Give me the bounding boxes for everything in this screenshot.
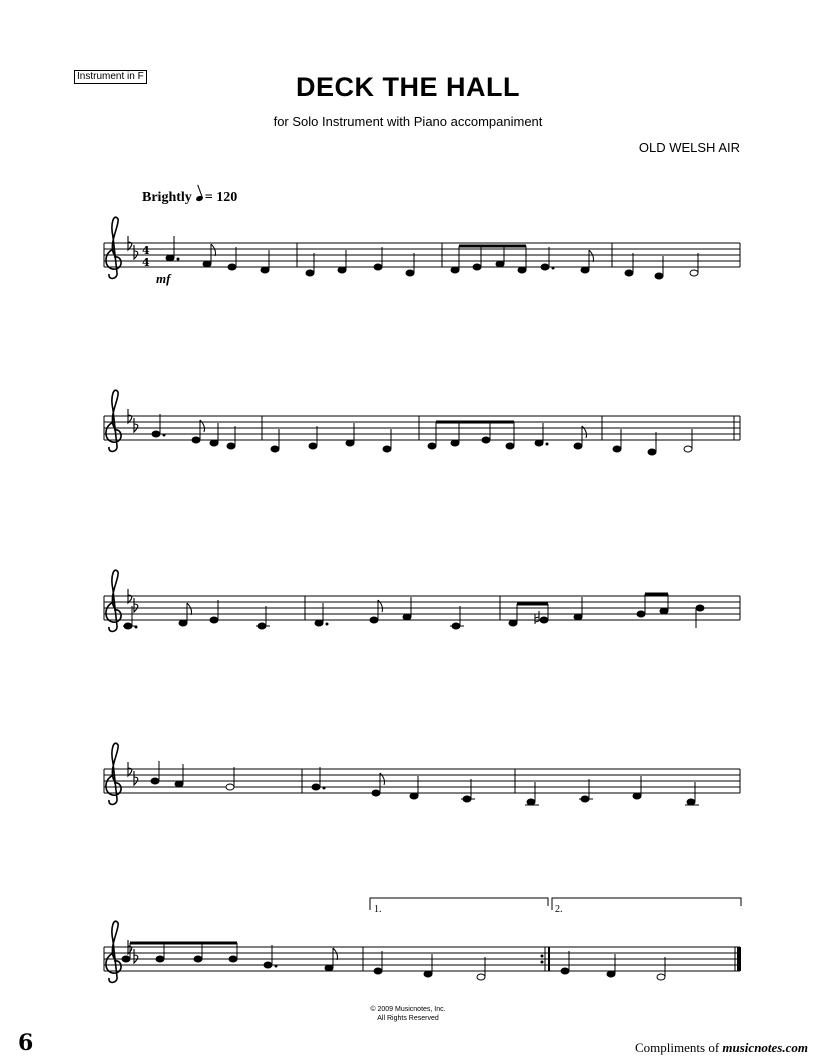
staff-4	[104, 743, 740, 805]
staff-1	[104, 217, 740, 286]
staff-3	[104, 570, 740, 631]
first-ending-label: 1.	[374, 904, 382, 915]
tempo-word: Brightly	[142, 190, 192, 205]
compliments-credit	[635, 1040, 808, 1056]
tempo-value: = 120	[204, 190, 238, 205]
staff-5	[104, 898, 741, 982]
staff-5-notes	[122, 943, 665, 980]
treble-clef-icon	[106, 743, 121, 804]
staff-3-notes	[123, 594, 704, 629]
compliments-prefix: Compliments of	[635, 1040, 723, 1055]
staff-1-notes	[166, 236, 698, 279]
copyright-notice	[0, 1005, 816, 1023]
staff-2	[104, 390, 740, 455]
first-ending-bracket	[370, 898, 548, 910]
dynamic-marking: mf	[156, 271, 171, 286]
flat-icon	[134, 598, 138, 612]
compliments-site-link[interactable]: musicnotes.com	[722, 1040, 808, 1055]
page-title: DECK THE HALL	[296, 72, 520, 102]
time-signature-bottom: 4	[142, 256, 150, 269]
treble-clef-icon	[106, 921, 121, 982]
page-number: 6	[18, 1030, 34, 1056]
copyright-line-2: All Rights Reserved	[377, 1015, 439, 1022]
second-ending-bracket	[552, 898, 741, 910]
second-ending-label: 2.	[555, 904, 563, 915]
treble-clef-icon	[106, 390, 121, 451]
flat-icon	[134, 771, 138, 785]
flat-icon	[134, 418, 138, 432]
treble-clef-icon	[106, 217, 121, 278]
copyright-line-1: © 2009 Musicnotes, Inc.	[370, 1006, 446, 1013]
staff-4-notes	[151, 761, 699, 805]
time-signature-top: 4	[142, 244, 150, 257]
composer-credit: OLD WELSH AIR	[638, 140, 740, 155]
flat-icon	[134, 245, 138, 259]
treble-clef-icon	[106, 570, 121, 631]
flat-icon	[134, 949, 138, 963]
page-subtitle: for Solo Instrument with Piano accompaniment	[273, 114, 543, 129]
instrument-label: Instrument in F	[74, 70, 147, 84]
